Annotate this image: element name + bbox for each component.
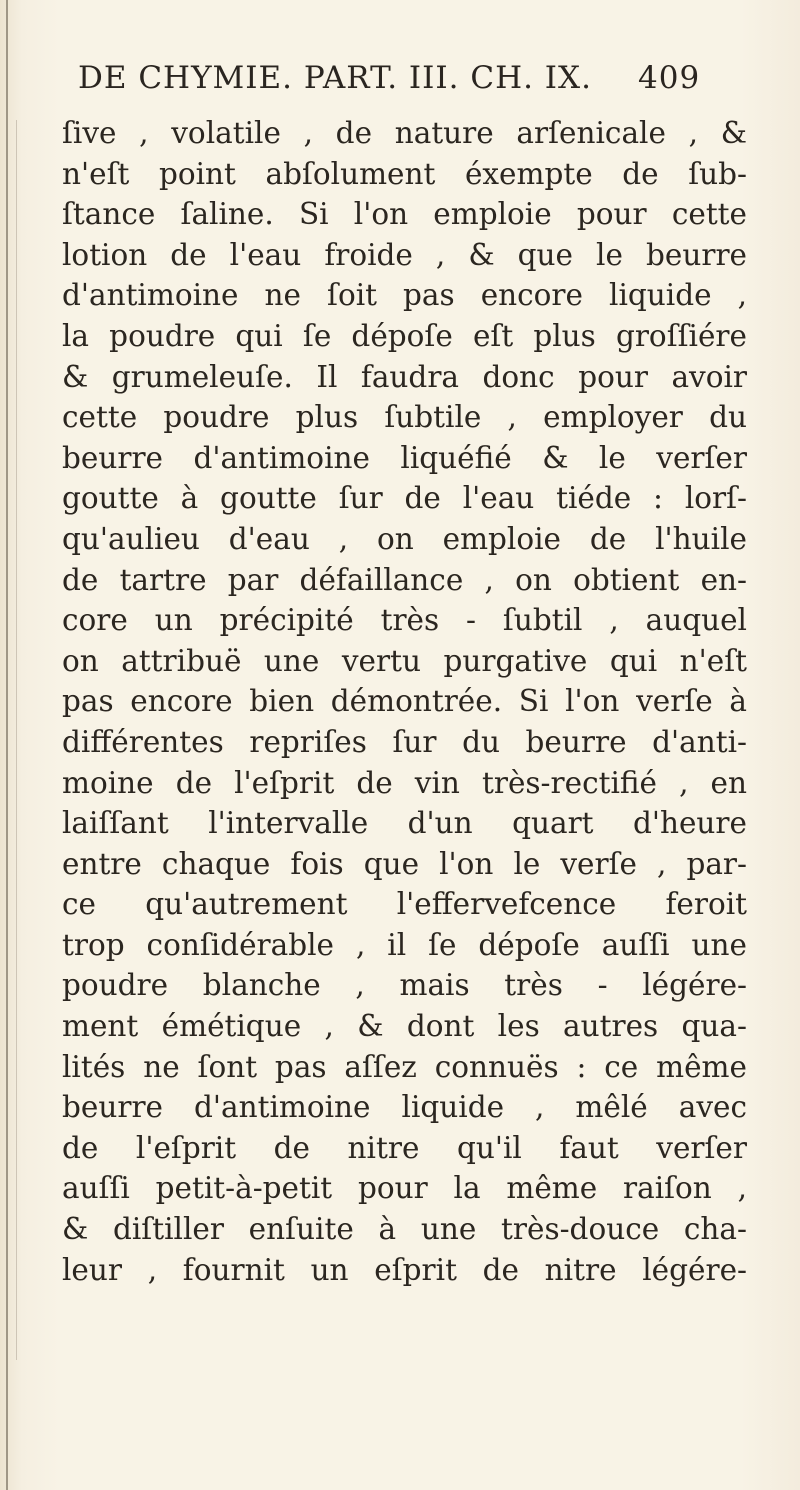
text-line: & grumeleuſe. Il faudra donc pour avoir (62, 359, 747, 394)
text-line: entre chaque fois que l'on le verſe , par- (62, 846, 747, 881)
text-line: différentes repriſes ſur du beurre d'anti- (62, 724, 747, 759)
text-line: on attribuë une vertu purgative qui n'eſt (62, 643, 747, 678)
text-line: de l'eſprit de nitre qu'il faut verſer (62, 1130, 747, 1165)
text-line: ce qu'autrement l'effervefcence feroit (62, 887, 747, 922)
text-line: d'antimoine ne ſoit pas encore liquide , (62, 278, 747, 313)
binding-edge (6, 0, 8, 1490)
text-line: poudre blanche , mais très - légére- (62, 968, 747, 1003)
text-line: la poudre qui ſe dépoſe eſt plus groſſiére (62, 318, 747, 353)
text-line: pas encore bien démontrée. Si l'on verſe à (62, 684, 747, 719)
running-head-title: DE CHYMIE. PART. III. CH. IX. (78, 60, 592, 96)
text-line: core un précipité très - ſubtil , auquel (62, 603, 747, 638)
text-body (62, 113, 747, 1290)
text-line: ſtance ſaline. Si l'on emploie pour cette (62, 197, 747, 232)
text-line: laiſſant l'intervalle d'un quart d'heure (62, 806, 747, 841)
text-line: goutte à goutte ſur de l'eau tiéde : lorſ- (62, 481, 747, 516)
text-line: qu'aulieu d'eau , on emploie de l'huile (62, 521, 747, 556)
text-line: cette poudre plus ſubtile , employer du (62, 400, 747, 435)
text-line: n'eſt point abſolument éxempte de ſub- (62, 156, 747, 191)
text-line: beurre d'antimoine liquide , mêlé avec (62, 1090, 747, 1125)
text-line: leur , fournit un eſprit de nitre légére- (62, 1252, 747, 1287)
text-line: ment émétique , & dont les autres qua- (62, 1009, 747, 1044)
text-line: auſſi petit-à-petit pour la même raiſon , (62, 1171, 747, 1206)
text-line: ſive , volatile , de nature arſenicale , & (62, 116, 747, 150)
text-line: de tartre par défaillance , on obtient en- (62, 562, 747, 597)
text-line: beurre d'antimoine liquéfié & le verſer (62, 440, 747, 475)
text-line: trop conſidérable , il ſe dépoſe auſſi une (62, 927, 747, 962)
text-line: lotion de l'eau froide , & que le beurre (62, 237, 747, 272)
running-head (78, 60, 748, 110)
page-number: 409 (638, 60, 701, 96)
text-line: moine de l'eſprit de vin très-rectifié , en (62, 765, 747, 800)
binding-shadow (16, 120, 17, 1360)
text-line: lités ne ſont pas aſſez connuës : ce même (62, 1049, 747, 1084)
text-line: & diſtiller enſuite à une très-douce cha- (62, 1212, 747, 1247)
